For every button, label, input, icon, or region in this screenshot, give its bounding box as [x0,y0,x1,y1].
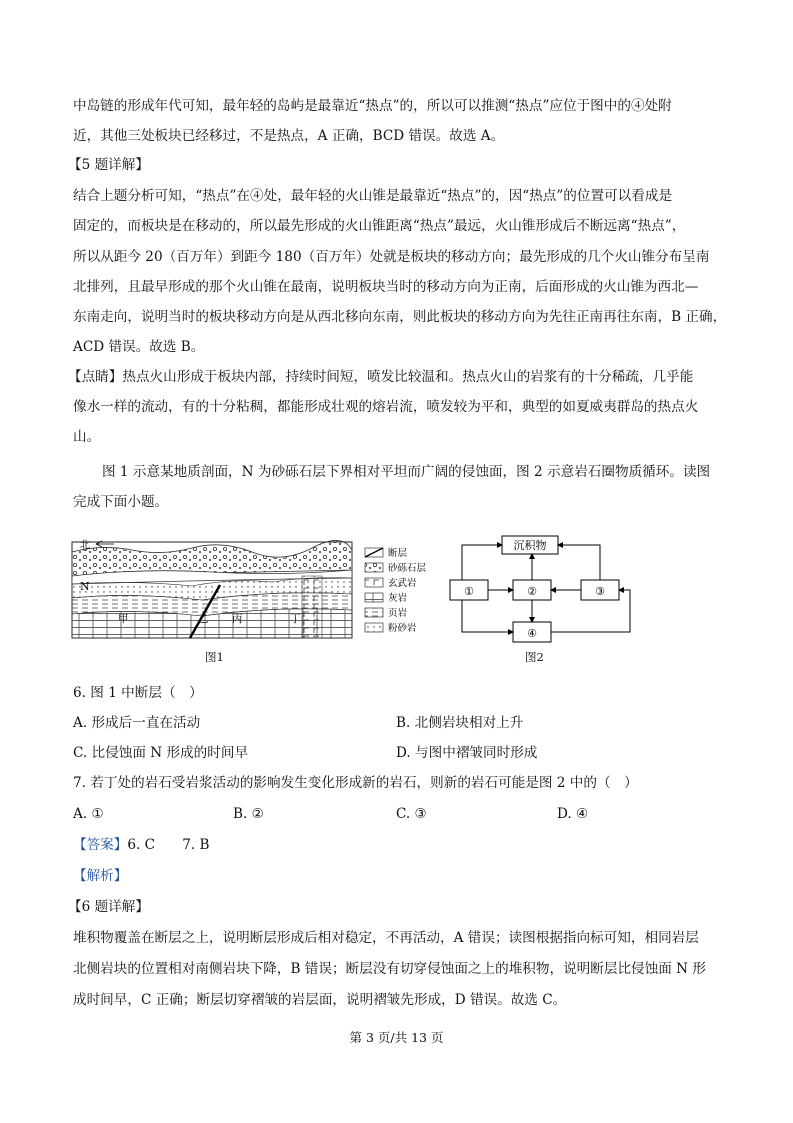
question-7: 7. 若丁处的岩石受岩浆活动的影响发生变化形成新的岩石，则新的岩石可能是图 2 中的（ ） [73,775,638,791]
text-line: 成时间早，C 正确；断层切穿褶皱的岩层面，说明褶皱先形成，D 错误。故选 C。 [73,992,567,1008]
north-label: 北 [80,540,90,551]
legend [365,547,427,634]
text-line: 山。 [73,429,101,445]
q6-option-b: B. 北侧岩块相对上升 [396,715,524,731]
answer-text: 6. C 7. B [127,837,210,853]
n-label: N [80,580,90,593]
text-line: 像水一样的流动，有的十分粘稠，都能形成壮观的熔岩流，喷发较为平和，典型的如夏威夷群岛的热点火 [73,399,699,415]
figure2-caption: 图2 [525,650,544,664]
box-1: ① [464,585,474,598]
bing-label: 丙 [232,613,243,625]
text-line: 中岛链的形成年代可知，最年轻的岛屿是最靠近“热点”的，所以可以推测“热点”应位于图中的④处附 [73,98,672,114]
figure1-caption: 图1 [205,650,224,664]
tip-line: 【点睛】热点火山形成于板块内部，持续时间短，喷发比较温和。热点火山的岩浆有的十分稀疏，几乎能 [68,369,694,385]
box-4: ④ [527,627,537,640]
legend-label: 灰岩 [388,593,408,604]
intro-line: 图 1 示意某地质剖面，N 为砂砾石层下界相对平坦而广阔的侵蚀面，图 2 示意岩石圈物质循环。读图 [102,464,711,480]
box-2: ② [527,585,537,598]
text-line: ACD 错误。故选 B。 [73,339,205,355]
q6-option-a: A. 形成后一直在活动 [73,715,201,731]
figure2-diagram [440,532,655,647]
text-line: 结合上题分析可知，“热点”在④处，最年轻的火山锥是最靠近“热点”的，因“热点”的位置可以看成是 [73,188,673,204]
text-line: 固定的，而板块是在移动的，所以最先形成的火山锥距离“热点”最远，火山锥形成后不断远离“热点”， [73,218,686,234]
legend-label: 砂砾石层 [388,563,427,574]
text-line: 北侧岩块的位置相对南侧岩块下降，B 错误；断层没有切穿侵蚀面之上的堆积物，说明断层比侵蚀面 N 形 [73,961,706,977]
legend-label: 页岩 [388,608,408,619]
q7-option-c: C. ③ [396,806,427,822]
q7-option-d: D. ④ [557,806,589,822]
text-line: 近，其他三处板块已经移过，不是热点，A 正确，BCD 错误。故选 A。 [73,128,505,144]
q7-option-a: A. ① [73,806,104,822]
question-6: 6. 图 1 中断层（ ） [73,685,203,701]
q6-option-d: D. 与图中褶皱同时形成 [396,745,538,761]
q7-option-b: B. ② [233,806,264,822]
answer-line [73,835,210,855]
section-heading: 【6 题详解】 [68,899,149,915]
jia-label: 甲 [118,613,129,625]
analysis-tag: 【解析】 [73,868,128,884]
box-3: ③ [595,585,605,598]
text-line: 完成下面小题。 [73,494,169,510]
legend-label: 断层 [388,548,408,559]
figure1-diagram [72,530,427,645]
legend-label: 粉砂岩 [388,623,417,634]
text-line: 所以从距今 20（百万年）到距今 180（百万年）处就是板块的移动方向；最先形成的几个火山锥分布呈南 [73,249,710,265]
ding-label: 丁 [290,613,301,625]
text-line: 北排列，且最早形成的那个火山锥在最南，说明板块当时的移动方向为正南，后面形成的火山锥为西北— [73,279,699,295]
section-heading: 【5 题详解】 [68,157,149,173]
text-line: 堆积物覆盖在断层之上，说明断层形成后相对稳定，不再活动，A 错误；读图根据指向标可知，相同岩层 [73,930,699,946]
page-footer: 第 3 页/共 13 页 [349,1030,444,1045]
text-line: 东南走向，说明当时的板块移动方向是从西北移向东南，则此板块的移动方向为先往正南再往东南，B 正确， [73,309,727,325]
answer-tag: 【答案】 [73,837,128,853]
q6-option-c: C. 比侵蚀面 N 形成的时间早 [73,745,249,761]
legend-label: 玄武岩 [388,578,417,589]
yi-label: 乙 [198,613,209,625]
sediment-box: 沉积物 [513,539,547,552]
